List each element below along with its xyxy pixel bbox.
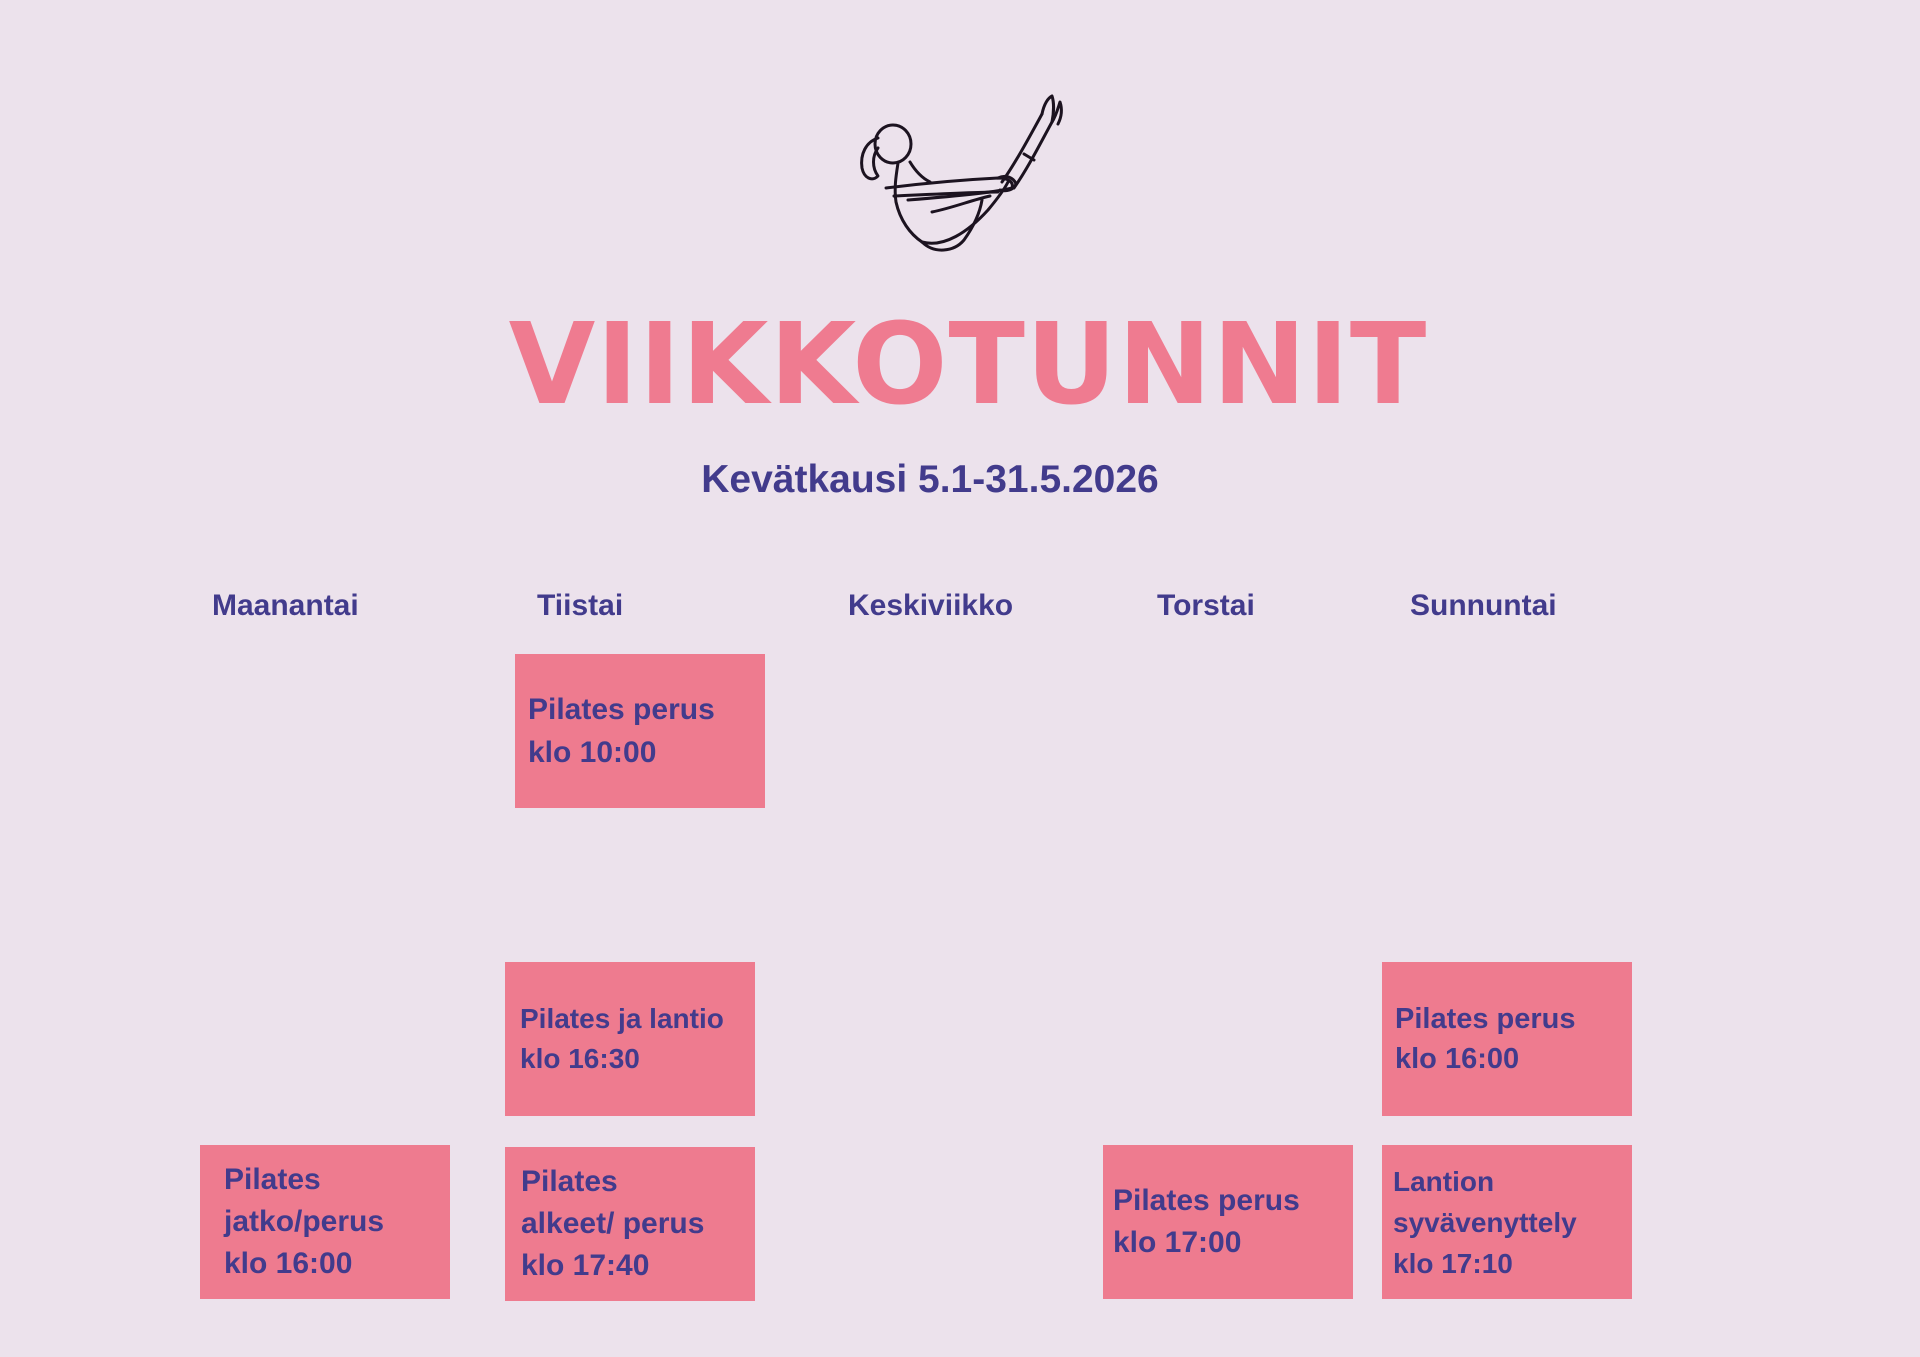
day-header-sunnuntai: Sunnuntai [1410,589,1557,622]
class-name-cont: syvävenyttely [1393,1206,1577,1238]
class-time: klo 16:00 [1395,1043,1520,1075]
class-card-maanantai-pilates-jatko-perus [200,1145,450,1299]
class-time: klo 10:00 [528,736,657,769]
page-title: VIIKKOTUNNIT [508,300,1428,430]
class-name: Pilates [521,1165,618,1198]
class-card-tiistai-pilates-perus [515,654,765,808]
class-name: Pilates [224,1163,321,1196]
day-header-tiistai: Tiistai [537,589,624,622]
class-name-cont: alkeet/ perus [521,1207,705,1240]
class-name: Pilates perus [1113,1184,1300,1217]
class-name: Lantion [1393,1165,1495,1197]
day-header-torstai: Torstai [1157,589,1255,622]
class-name: Pilates perus [528,693,715,726]
class-time: klo 16:00 [224,1247,353,1280]
class-time: klo 16:30 [520,1043,640,1074]
class-time: klo 17:10 [1393,1247,1513,1279]
class-card-tiistai-pilates-alkeet-perus [505,1147,755,1301]
class-card-sunnuntai-pilates-perus [1382,962,1632,1116]
class-name: Pilates ja lantio [520,1003,724,1034]
class-time: klo 17:00 [1113,1226,1242,1259]
season-subtitle: Kevätkausi 5.1-31.5.2026 [701,458,1159,501]
class-card-torstai-pilates-perus [1103,1145,1353,1299]
class-name-cont: jatko/perus [224,1205,385,1238]
pilates-boat-pose-icon [848,92,1072,260]
day-header-keskiviikko: Keskiviikko [848,589,1014,622]
class-card-sunnuntai-lantion-syvavenyttely [1382,1145,1632,1299]
class-name: Pilates perus [1395,1003,1576,1035]
class-time: klo 17:40 [521,1249,650,1282]
class-card-tiistai-pilates-ja-lantio [505,962,755,1116]
day-header-maanantai: Maanantai [212,589,359,622]
